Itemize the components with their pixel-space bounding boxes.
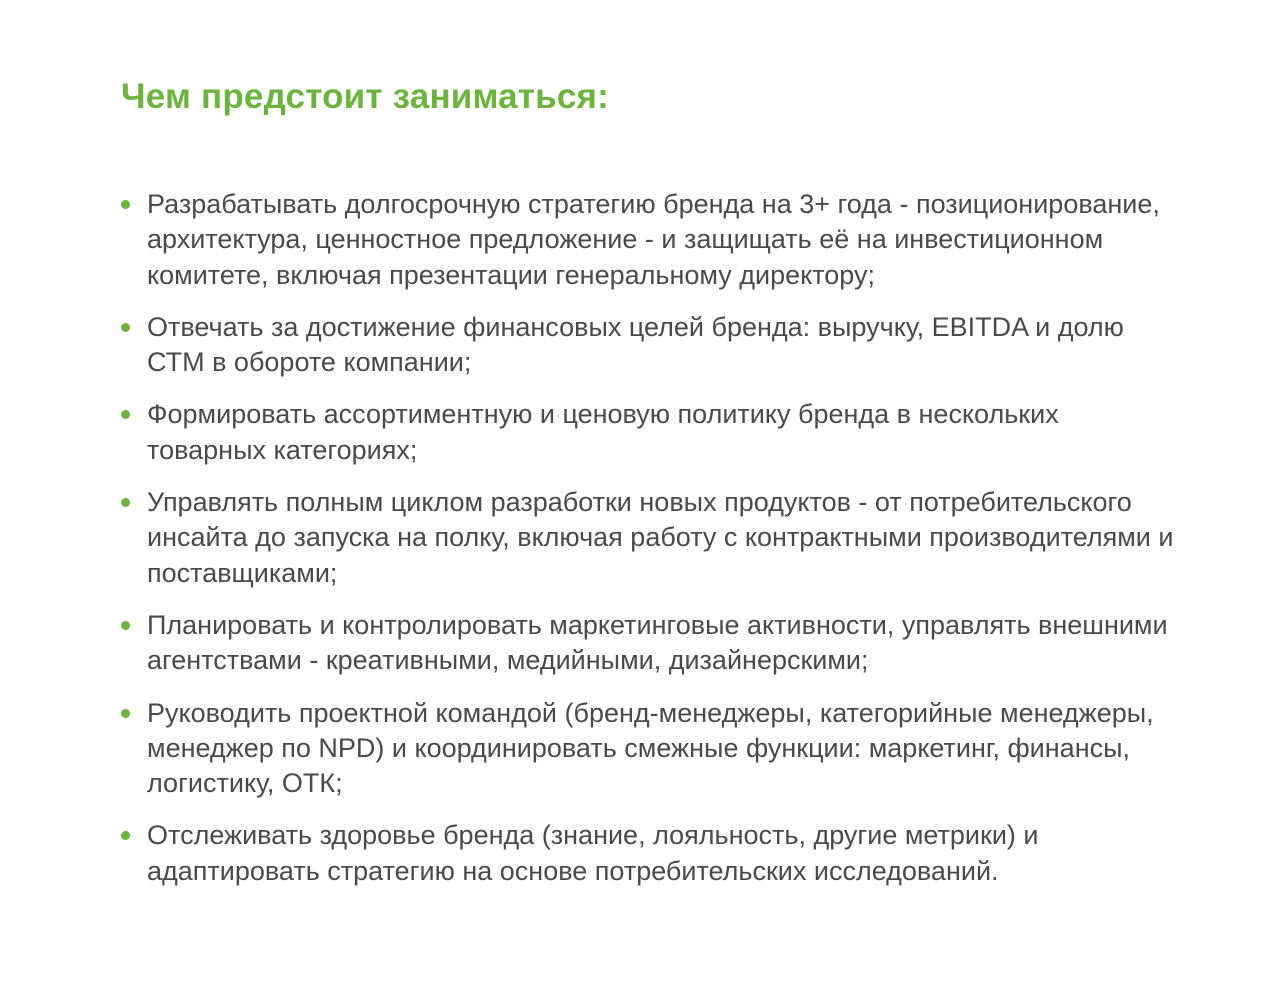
list-item xyxy=(118,310,1178,381)
list-item-text: Планировать и контролировать маркетинговые активности, управлять внешними агентствами - креативными, медийными, дизайнерскими; xyxy=(147,609,1168,676)
bullet-dot-icon xyxy=(121,410,130,419)
bullet-dot-icon xyxy=(121,621,130,630)
list-item xyxy=(118,608,1178,679)
list-item xyxy=(118,818,1178,889)
list-item xyxy=(118,397,1178,468)
list-item xyxy=(118,696,1178,802)
list-item-text: Отслеживать здоровье бренда (знание, лояльность, другие метрики) и адаптировать стратегию на основе потребительских исследований. xyxy=(147,820,1039,886)
responsibilities-list xyxy=(118,187,1178,889)
bullet-dot-icon xyxy=(121,709,130,718)
list-item-text: Разрабатывать долгосрочную стратегию бренда на 3+ года - позиционирование, архитектура, ценностное предложение - и защищать её на инвестиционном комитете, включая презентации генеральному директору; xyxy=(147,189,1160,290)
list-item-text: Отвечать за достижение финансовых целей бренда: выручку, EBITDA и долю СТМ в обороте компании; xyxy=(147,311,1124,378)
list-item-text: Управлять полным циклом разработки новых продуктов - от потребительского инсайта до запуска на полку, включая работу с контрактными производителями и поставщиками; xyxy=(147,487,1174,588)
bullet-dot-icon xyxy=(121,831,130,840)
bullet-dot-icon xyxy=(121,498,130,507)
list-item-text: Формировать ассортиментную и ценовую политику бренда в нескольких товарных категориях; xyxy=(147,399,1059,465)
list-item-text: Руководить проектной командой (бренд-менеджеры, категорийные менеджеры, менеджер по NPD) и координировать смежные функции: маркетинг, финансы, логистику, ОТК; xyxy=(147,697,1154,799)
list-item xyxy=(118,187,1178,293)
page-title: Чем предстоит заниматься: xyxy=(121,77,610,116)
bullet-dot-icon xyxy=(121,200,130,209)
list-item xyxy=(118,485,1178,591)
bullet-dot-icon xyxy=(121,323,130,332)
